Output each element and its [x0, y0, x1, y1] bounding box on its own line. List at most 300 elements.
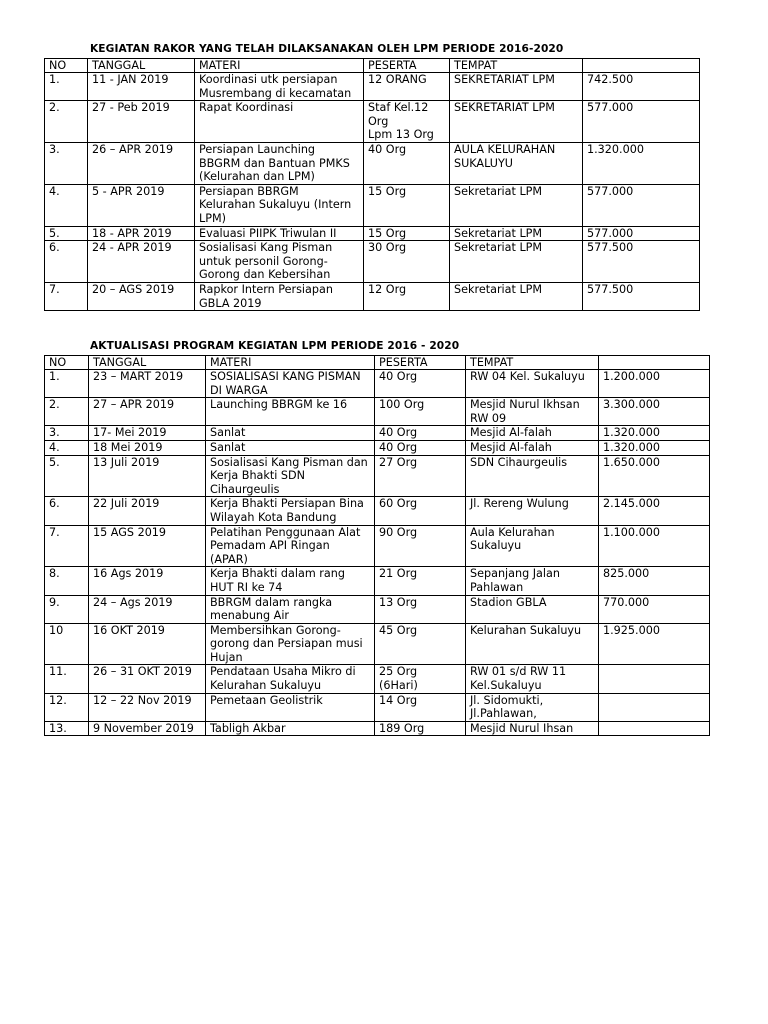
cell-text: 17- Mei 2019	[93, 426, 167, 440]
table-cell	[364, 142, 450, 184]
cell-text: 16 OKT 2019	[93, 623, 165, 637]
table1-title: KEGIATAN RAKOR YANG TELAH DILAKSANAKAN OLEH LPM PERIODE 2016-2020	[90, 43, 564, 55]
cell-text: Cihaurgeulis	[210, 482, 280, 496]
cell-text: 13 Juli 2019	[93, 455, 160, 469]
rakor-table	[44, 58, 700, 311]
table-cell	[195, 282, 364, 310]
table-cell	[583, 101, 700, 143]
table-row	[45, 184, 700, 226]
cell-text: 577.000	[587, 226, 634, 240]
column-header: PESERTA	[364, 59, 450, 73]
cell-text: 1.925.000	[603, 623, 660, 637]
table-cell	[206, 525, 375, 567]
table-cell	[89, 721, 206, 736]
cell-text: SUKALUYU	[454, 156, 513, 170]
cell-text: Kerja Bhakti Persiapan Bina	[210, 497, 364, 511]
cell-text: SEKRETARIAT LPM	[454, 73, 555, 86]
table-cell	[45, 426, 89, 441]
table-row	[45, 497, 710, 525]
table-cell	[45, 623, 89, 665]
cell-text: Kelurahan Sukaluyu	[470, 623, 582, 637]
table-cell	[375, 370, 466, 398]
table-cell	[375, 623, 466, 665]
table-cell	[599, 440, 710, 455]
table-cell	[206, 370, 375, 398]
cell-text: 12 Org	[368, 282, 407, 296]
cell-text: Kelurahan Sukaluyu (Intern	[199, 198, 352, 212]
table-cell	[450, 226, 583, 241]
cell-text: 23 – MART 2019	[93, 370, 184, 383]
table-cell	[375, 595, 466, 623]
table-cell	[466, 455, 599, 497]
cell-text: 12.	[49, 693, 67, 707]
table-row	[45, 595, 710, 623]
cell-text: 20 – AGS 2019	[92, 282, 175, 296]
cell-text: 14 Org	[379, 693, 418, 707]
cell-text: Sosialisasi Kang Pisman	[199, 241, 333, 255]
cell-text: Org	[368, 114, 389, 128]
cell-text: 1.320.000	[603, 440, 660, 454]
table-cell	[89, 525, 206, 567]
table-cell	[466, 370, 599, 398]
cell-text: 1.	[49, 370, 60, 383]
cell-text: Jl.Pahlawan,	[470, 707, 537, 721]
table-cell	[45, 73, 88, 101]
cell-text: 6.	[49, 241, 60, 255]
table-cell	[89, 440, 206, 455]
cell-text: Pemadam API Ringan	[210, 539, 330, 553]
table-cell	[364, 282, 450, 310]
cell-text: 7.	[49, 282, 60, 296]
column-header: TEMPAT	[450, 59, 583, 73]
table-cell	[206, 623, 375, 665]
table-cell	[375, 455, 466, 497]
table-row	[45, 440, 710, 455]
table-cell	[466, 426, 599, 441]
table-cell	[466, 497, 599, 525]
table-cell	[195, 241, 364, 283]
table-cell	[45, 398, 89, 426]
cell-text: 21 Org	[379, 567, 418, 581]
cell-text: 1.320.000	[603, 426, 660, 440]
cell-text: Tabligh Akbar	[210, 721, 286, 735]
cell-text: SEKRETARIAT LPM	[454, 101, 555, 115]
table-cell	[89, 370, 206, 398]
table-cell	[45, 241, 88, 283]
cell-text: GBLA 2019	[199, 296, 262, 310]
cell-text: Mesjid Nurul Ihsan	[470, 721, 574, 735]
table-cell	[45, 101, 88, 143]
cell-text: Sekretariat LPM	[454, 241, 543, 255]
cell-text: 27 - Peb 2019	[92, 101, 170, 115]
column-header: TANGGAL	[88, 59, 195, 73]
table-cell	[599, 455, 710, 497]
table2-title: AKTUALISASI PROGRAM KEGIATAN LPM PERIODE 2016 - 2020	[90, 340, 460, 352]
cell-text: Kel.Sukaluyu	[470, 679, 542, 693]
table-cell	[466, 693, 599, 721]
cell-text: Persiapan BBRGM	[199, 184, 299, 198]
cell-text: 1.100.000	[603, 525, 660, 539]
table-cell	[375, 497, 466, 525]
table-cell	[375, 721, 466, 736]
cell-text: SDN Cihaurgeulis	[470, 455, 568, 469]
table-cell	[45, 721, 89, 736]
table-cell	[195, 226, 364, 241]
cell-text: 825.000	[603, 567, 650, 581]
table-cell	[583, 73, 700, 101]
table-cell	[450, 101, 583, 143]
table-cell	[195, 184, 364, 226]
table-row	[45, 426, 710, 441]
table-cell	[599, 665, 710, 693]
cell-text: 189 Org	[379, 721, 425, 735]
cell-text: 40 Org	[379, 440, 418, 454]
column-header: PESERTA	[375, 356, 466, 370]
cell-text: Rapkor Intern Persiapan	[199, 282, 333, 296]
table-cell	[599, 595, 710, 623]
cell-text: Gorong dan Kebersihan	[199, 268, 331, 282]
cell-text: 60 Org	[379, 497, 418, 511]
table-cell	[466, 721, 599, 736]
cell-text: Lpm 13 Org	[368, 128, 434, 142]
column-header	[583, 59, 700, 73]
cell-text: (6Hari)	[379, 679, 418, 693]
table-cell	[364, 184, 450, 226]
table-cell	[599, 567, 710, 595]
cell-text: 2.145.000	[603, 497, 660, 511]
table-cell	[599, 693, 710, 721]
table-header-row	[45, 59, 700, 73]
table-row	[45, 226, 700, 241]
cell-text: 15 Org	[368, 226, 407, 240]
table-cell	[466, 567, 599, 595]
cell-text: Koordinasi utk persiapan	[199, 73, 338, 86]
cell-text: Jl. Rereng Wulung	[470, 497, 569, 511]
table-cell	[88, 184, 195, 226]
table-row	[45, 525, 710, 567]
table-row	[45, 567, 710, 595]
table-cell	[206, 595, 375, 623]
cell-text: 40 Org	[379, 370, 418, 383]
cell-text: 742.500	[587, 73, 634, 86]
cell-text: Hujan	[210, 650, 243, 664]
cell-text: 3.	[49, 426, 60, 440]
cell-text: 2.	[49, 398, 60, 412]
cell-text: 10	[49, 623, 64, 637]
cell-text: 13 Org	[379, 595, 418, 609]
cell-text: 8.	[49, 567, 60, 581]
cell-text: 27 Org	[379, 455, 418, 469]
cell-text: Jl. Sidomukti,	[470, 693, 544, 707]
table-cell	[599, 426, 710, 441]
table-cell	[206, 440, 375, 455]
cell-text: 3.	[49, 142, 60, 156]
table-row	[45, 623, 710, 665]
table-cell	[45, 142, 88, 184]
cell-text: gorong dan Persiapan musi	[210, 637, 363, 651]
cell-text: 25 Org	[379, 665, 418, 679]
cell-text: LPM)	[199, 211, 226, 225]
table-cell	[466, 623, 599, 665]
cell-text: 40 Org	[379, 426, 418, 440]
table-cell	[89, 567, 206, 595]
cell-text: 577.500	[587, 241, 634, 255]
aktualisasi-table	[44, 355, 710, 736]
cell-text: Sekretariat LPM	[454, 184, 543, 198]
cell-text: 18 Mei 2019	[93, 440, 163, 454]
cell-text: 11 - JAN 2019	[92, 73, 169, 86]
table-cell	[583, 282, 700, 310]
cell-text: Evaluasi PIIPK Triwulan II	[199, 226, 337, 240]
table-cell	[450, 184, 583, 226]
cell-text: Sekretariat LPM	[454, 226, 543, 240]
table-cell	[466, 440, 599, 455]
table-cell	[45, 455, 89, 497]
cell-text: Sukaluyu	[470, 539, 522, 553]
table-cell	[375, 398, 466, 426]
table-cell	[45, 184, 88, 226]
table-cell	[599, 525, 710, 567]
cell-text: Persiapan Launching	[199, 142, 316, 156]
table-cell	[45, 282, 88, 310]
cell-text: RW 09	[470, 411, 507, 425]
table-cell	[599, 721, 710, 736]
cell-text: Musrembang di kecamatan	[199, 86, 352, 100]
cell-text: Wilayah Kota Bandung	[210, 510, 337, 524]
cell-text: Launching BBRGM ke 16	[210, 398, 348, 412]
cell-text: Mesjid Al-falah	[470, 440, 552, 454]
cell-text: 577.000	[587, 184, 634, 198]
table-row	[45, 73, 700, 101]
table-cell	[89, 426, 206, 441]
table-cell	[88, 73, 195, 101]
cell-text: menabung Air	[210, 609, 290, 623]
column-header: TANGGAL	[89, 356, 206, 370]
table-cell	[599, 497, 710, 525]
cell-text: Mesjid Al-falah	[470, 426, 552, 440]
table-cell	[89, 398, 206, 426]
cell-text: 1.	[49, 73, 60, 86]
table-cell	[583, 184, 700, 226]
cell-text: 1.320.000	[587, 142, 644, 156]
table-cell	[206, 693, 375, 721]
cell-text: (Kelurahan dan LPM)	[199, 170, 315, 184]
table-cell	[195, 142, 364, 184]
cell-text: 12 ORANG	[368, 73, 427, 86]
table-cell	[466, 665, 599, 693]
cell-text: SOSIALISASI KANG PISMAN	[210, 370, 361, 383]
cell-text: 12 – 22 Nov 2019	[93, 693, 192, 707]
table-header-row	[45, 356, 710, 370]
cell-text: 4.	[49, 184, 60, 198]
table-cell	[206, 398, 375, 426]
cell-text: 24 – Ags 2019	[93, 595, 173, 609]
table-cell	[364, 226, 450, 241]
cell-text: Mesjid Nurul Ikhsan	[470, 398, 580, 412]
cell-text: 26 – APR 2019	[92, 142, 174, 156]
table-cell	[375, 440, 466, 455]
cell-text: 577.500	[587, 282, 634, 296]
table-cell	[89, 595, 206, 623]
table-cell	[206, 665, 375, 693]
table-row	[45, 398, 710, 426]
table-cell	[206, 721, 375, 736]
table-cell	[45, 370, 89, 398]
cell-text: Sanlat	[210, 426, 246, 440]
column-header	[599, 356, 710, 370]
table-cell	[450, 142, 583, 184]
cell-text: (APAR)	[210, 552, 248, 566]
table-cell	[88, 142, 195, 184]
cell-text: 15 Org	[368, 184, 407, 198]
table-cell	[89, 455, 206, 497]
table-row	[45, 370, 710, 398]
column-header: NO	[45, 356, 89, 370]
table-cell	[206, 497, 375, 525]
table-cell	[599, 370, 710, 398]
cell-text: Kelurahan Sukaluyu	[210, 679, 322, 693]
cell-text: 30 Org	[368, 241, 407, 255]
cell-text: 5.	[49, 226, 60, 240]
cell-text: BBGRM dan Bantuan PMKS	[199, 156, 350, 170]
cell-text: 26 – 31 OKT 2019	[93, 665, 192, 679]
cell-text: DI WARGA	[210, 383, 268, 397]
table-cell	[466, 398, 599, 426]
table-cell	[89, 623, 206, 665]
table-cell	[206, 426, 375, 441]
cell-text: untuk personil Gorong-	[199, 254, 328, 268]
table-cell	[88, 282, 195, 310]
table-cell	[466, 525, 599, 567]
cell-text: Aula Kelurahan	[470, 525, 555, 539]
cell-text: Pendataan Usaha Mikro di	[210, 665, 356, 679]
cell-text: 24 - APR 2019	[92, 241, 172, 255]
cell-text: 770.000	[603, 595, 650, 609]
table-row	[45, 101, 700, 143]
cell-text: RW 01 s/d RW 11	[470, 665, 567, 679]
cell-text: Sosialisasi Kang Pisman dan	[210, 455, 368, 469]
table-cell	[375, 665, 466, 693]
table-cell	[45, 525, 89, 567]
cell-text: 577.000	[587, 101, 634, 115]
table-row	[45, 142, 700, 184]
table-cell	[206, 455, 375, 497]
table-cell	[206, 567, 375, 595]
cell-text: BBRGM dalam rangka	[210, 595, 333, 609]
cell-text: Pahlawan	[470, 580, 524, 594]
cell-text: 7.	[49, 525, 60, 539]
cell-text: 40 Org	[368, 142, 407, 156]
cell-text: 90 Org	[379, 525, 418, 539]
cell-text: 16 Ags 2019	[93, 567, 164, 581]
cell-text: 15 AGS 2019	[93, 525, 167, 539]
table-cell	[88, 241, 195, 283]
cell-text: 6.	[49, 497, 60, 511]
cell-text: Staf Kel.12	[368, 101, 429, 115]
table-cell	[45, 497, 89, 525]
table-row	[45, 455, 710, 497]
table-cell	[88, 226, 195, 241]
cell-text: 5 - APR 2019	[92, 184, 165, 198]
table-cell	[45, 226, 88, 241]
table-cell	[375, 426, 466, 441]
cell-text: Sanlat	[210, 440, 246, 454]
cell-text: HUT RI ke 74	[210, 580, 283, 594]
cell-text: Stadion GBLA	[470, 595, 547, 609]
cell-text: 4.	[49, 440, 60, 454]
column-header: MATERI	[206, 356, 375, 370]
cell-text: 1.650.000	[603, 455, 660, 469]
table-cell	[599, 623, 710, 665]
cell-text: AULA KELURAHAN	[454, 142, 556, 156]
table-row	[45, 665, 710, 693]
table-cell	[466, 595, 599, 623]
cell-text: Sekretariat LPM	[454, 282, 543, 296]
cell-text: Sepanjang Jalan	[470, 567, 560, 581]
table-cell	[45, 693, 89, 721]
cell-text: 22 Juli 2019	[93, 497, 160, 511]
table-cell	[89, 497, 206, 525]
cell-text: 3.300.000	[603, 398, 660, 412]
cell-text: Kerja Bhakti dalam rang	[210, 567, 345, 581]
cell-text: Rapat Koordinasi	[199, 101, 294, 115]
cell-text: 9 November 2019	[93, 721, 194, 735]
table-cell	[88, 101, 195, 143]
table-cell	[195, 73, 364, 101]
table-cell	[45, 665, 89, 693]
cell-text: 100 Org	[379, 398, 425, 412]
cell-text: Pemetaan Geolistrik	[210, 693, 323, 707]
table-cell	[583, 241, 700, 283]
cell-text: 5.	[49, 455, 60, 469]
cell-text: 45 Org	[379, 623, 418, 637]
table-cell	[375, 525, 466, 567]
table-row	[45, 721, 710, 736]
cell-text: 27 – APR 2019	[93, 398, 175, 412]
table-cell	[89, 693, 206, 721]
table-cell	[450, 282, 583, 310]
table-cell	[45, 595, 89, 623]
table-cell	[583, 226, 700, 241]
table-cell	[450, 73, 583, 101]
column-header: MATERI	[195, 59, 364, 73]
table-cell	[375, 693, 466, 721]
cell-text: 13.	[49, 721, 67, 735]
cell-text: 11.	[49, 665, 67, 679]
table-row	[45, 241, 700, 283]
cell-text: 18 - APR 2019	[92, 226, 172, 240]
table-row	[45, 693, 710, 721]
table-cell	[89, 665, 206, 693]
table-row	[45, 282, 700, 310]
table-cell	[583, 142, 700, 184]
table-cell	[45, 567, 89, 595]
table-cell	[599, 398, 710, 426]
table-cell	[364, 101, 450, 143]
column-header: TEMPAT	[466, 356, 599, 370]
cell-text: Membersihkan Gorong-	[210, 623, 341, 637]
table-cell	[195, 101, 364, 143]
cell-text: 2.	[49, 101, 60, 115]
table-cell	[450, 241, 583, 283]
table-cell	[375, 567, 466, 595]
table-cell	[364, 73, 450, 101]
cell-text: Pelatihan Penggunaan Alat	[210, 525, 361, 539]
table-cell	[45, 440, 89, 455]
cell-text: RW 04 Kel. Sukaluyu	[470, 370, 585, 383]
cell-text: Kerja Bhakti SDN	[210, 469, 306, 483]
cell-text: 1.200.000	[603, 370, 660, 383]
